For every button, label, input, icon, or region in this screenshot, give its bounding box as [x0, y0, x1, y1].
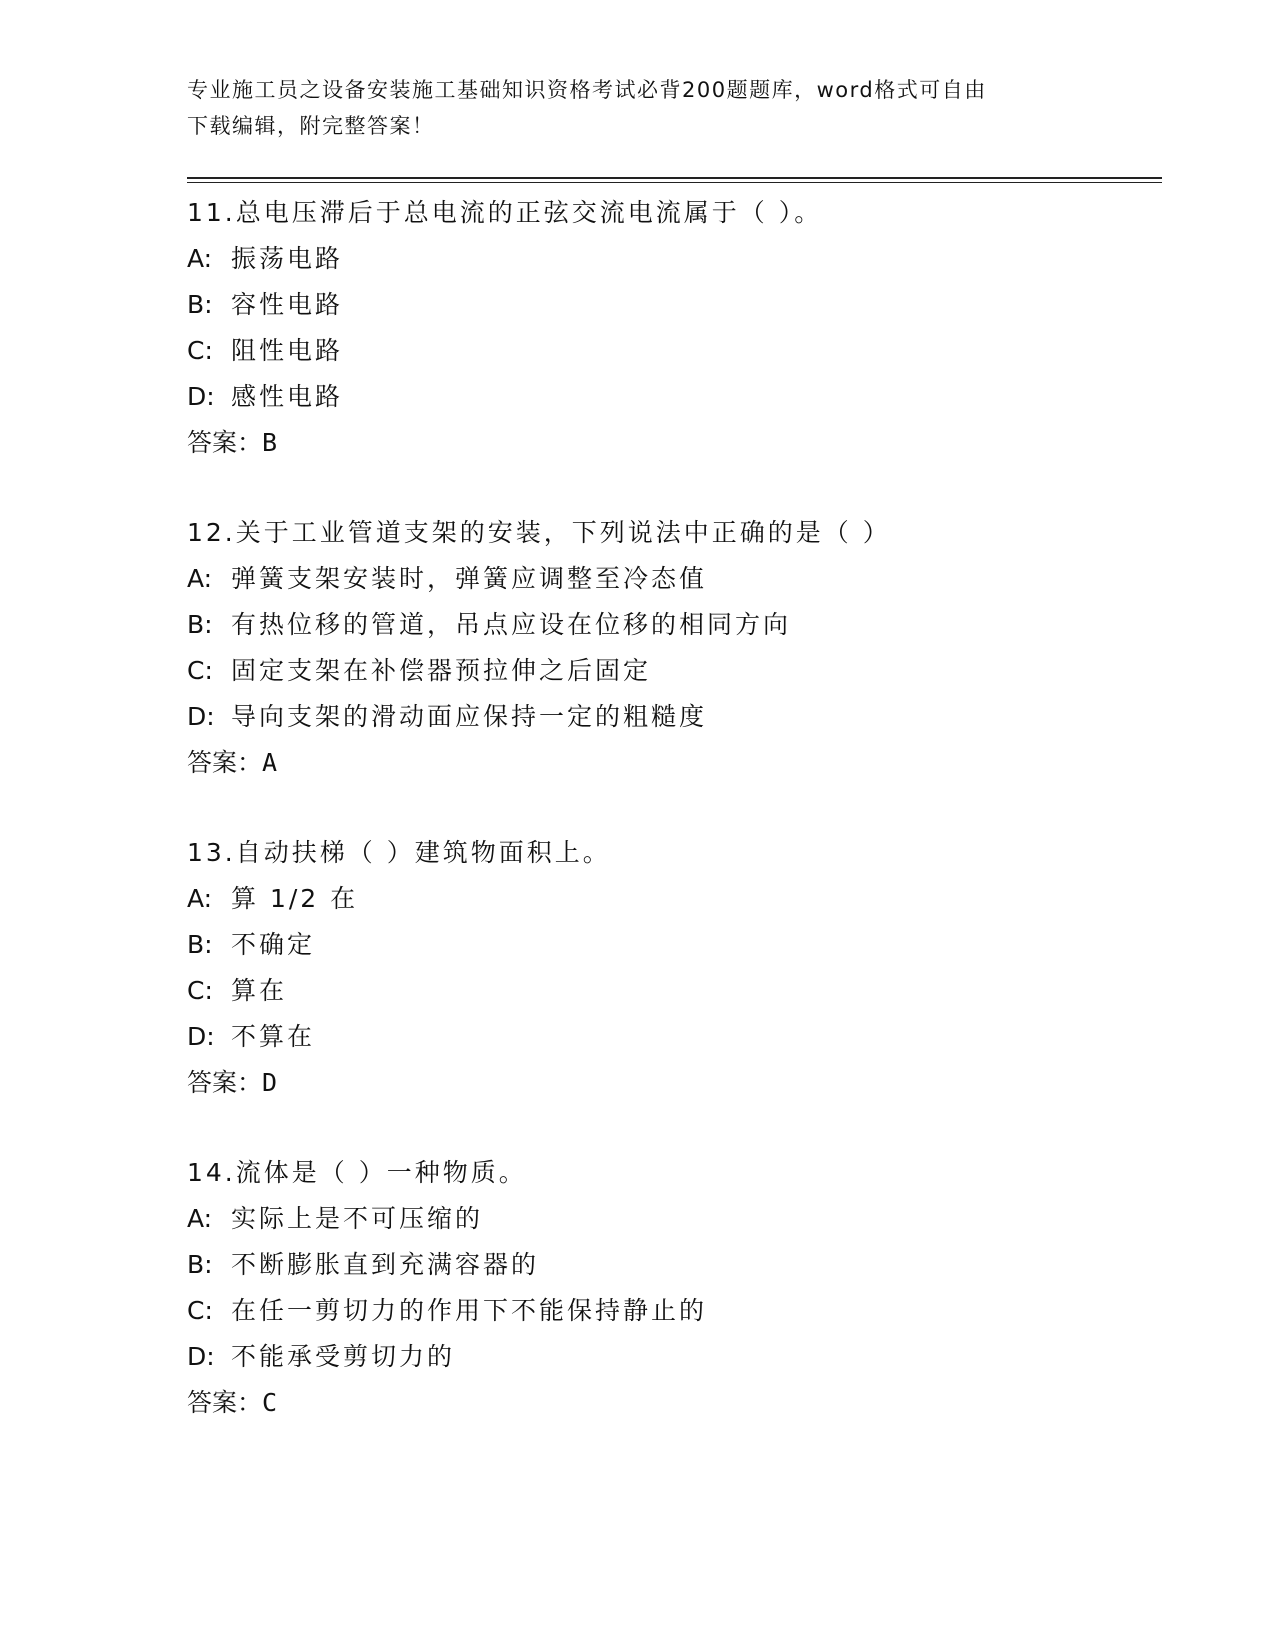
- option-text: 实际上是不可压缩的: [231, 1204, 484, 1233]
- question-block: [187, 830, 1162, 1106]
- option-letter: B:: [187, 1250, 213, 1279]
- option-d: [187, 374, 1162, 420]
- option-letter: D:: [187, 382, 215, 411]
- option-d: [187, 1014, 1162, 1060]
- option-letter: A:: [187, 1204, 213, 1233]
- option-d: [187, 1334, 1162, 1380]
- option-a: [187, 1196, 1162, 1242]
- option-text: 不算在: [231, 1022, 316, 1051]
- option-b: [187, 282, 1162, 328]
- document-header: [187, 72, 1087, 144]
- question-stem: 14.流体是（ ）一种物质。: [187, 1158, 527, 1187]
- option-letter: C:: [187, 656, 213, 685]
- answer-line: 答案：B: [187, 428, 278, 457]
- question-stem: 12.关于工业管道支架的安装，下列说法中正确的是（ ）: [187, 518, 891, 547]
- option-text: 有热位移的管道，吊点应设在位移的相同方向: [231, 610, 792, 639]
- header-divider-thin: [187, 182, 1162, 183]
- option-text: 不确定: [231, 930, 316, 959]
- option-letter: C:: [187, 976, 213, 1005]
- question-stem: 13.自动扶梯（ ）建筑物面积上。: [187, 838, 611, 867]
- option-text: 不断膨胀直到充满容器的: [231, 1250, 540, 1279]
- option-letter: A:: [187, 884, 213, 913]
- option-text: 振荡电路: [231, 244, 344, 273]
- question-block: [187, 510, 1162, 786]
- option-letter: A:: [187, 564, 213, 593]
- option-a: [187, 876, 1162, 922]
- option-letter: A:: [187, 244, 213, 273]
- option-c: [187, 648, 1162, 694]
- option-text: 容性电路: [231, 290, 344, 319]
- option-letter: C:: [187, 336, 213, 365]
- question-stem: 11.总电压滞后于总电流的正弦交流电流属于（ ）。: [187, 198, 823, 227]
- option-d: [187, 694, 1162, 740]
- option-c: [187, 968, 1162, 1014]
- option-b: [187, 602, 1162, 648]
- option-letter: D:: [187, 1342, 215, 1371]
- option-b: [187, 922, 1162, 968]
- option-c: [187, 328, 1162, 374]
- option-text: 弹簧支架安装时，弹簧应调整至冷态值: [231, 564, 708, 593]
- option-c: [187, 1288, 1162, 1334]
- option-b: [187, 1242, 1162, 1288]
- header-line-1: 专业施工员之设备安装施工基础知识资格考试必背200题题库，word格式可自由: [187, 78, 987, 102]
- option-text: 不能承受剪切力的: [231, 1342, 456, 1371]
- option-text: 导向支架的滑动面应保持一定的粗糙度: [231, 702, 708, 731]
- option-letter: C:: [187, 1296, 213, 1325]
- option-text: 在任一剪切力的作用下不能保持静止的: [231, 1296, 708, 1325]
- answer-line: 答案：A: [187, 748, 278, 777]
- option-a: [187, 236, 1162, 282]
- option-text: 感性电路: [231, 382, 344, 411]
- option-letter: B:: [187, 930, 213, 959]
- answer-line: 答案：D: [187, 1068, 278, 1097]
- option-text: 算在: [231, 976, 288, 1005]
- header-line-2: 下载编辑，附完整答案！: [187, 114, 435, 138]
- question-block: [187, 1150, 1162, 1426]
- option-text: 固定支架在补偿器预拉伸之后固定: [231, 656, 652, 685]
- option-text: 阻性电路: [231, 336, 344, 365]
- question-block: [187, 190, 1162, 466]
- option-letter: B:: [187, 610, 213, 639]
- answer-line: 答案：C: [187, 1388, 278, 1417]
- option-text: 算 1/2 在: [231, 884, 359, 913]
- option-letter: B:: [187, 290, 213, 319]
- option-letter: D:: [187, 1022, 215, 1051]
- option-a: [187, 556, 1162, 602]
- option-letter: D:: [187, 702, 215, 731]
- header-divider-thick: [187, 177, 1162, 179]
